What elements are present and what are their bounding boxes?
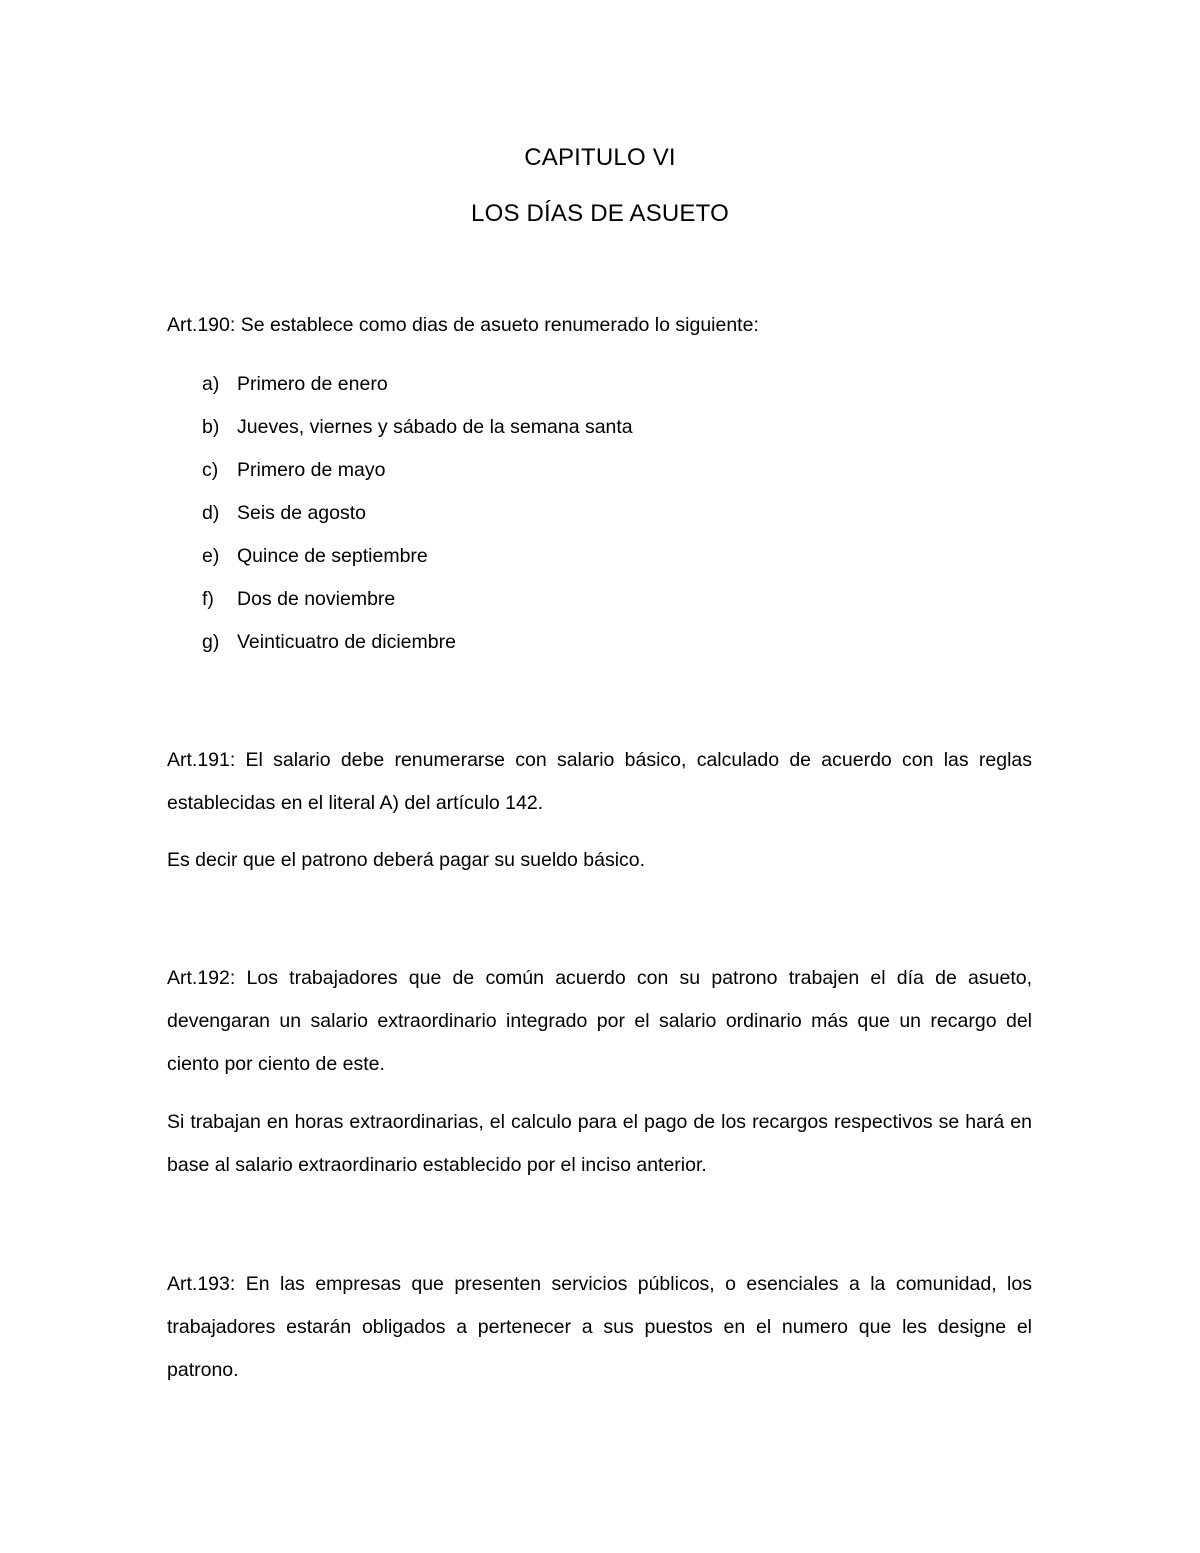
list-item [167,406,1032,449]
article-190-intro: Art.190: Se establece como dias de asueto renumerado lo siguiente: [167,314,759,336]
article-191-paragraph: Art.191: El salario debe renumerarse con salario básico, calculado de acuerdo con las reglas establecidas en el literal A) del artículo 142. [167,749,1032,814]
list-item [167,621,1032,664]
list-marker: f) [202,588,214,610]
list-item-text: Veinticuatro de diciembre [237,631,456,653]
list-marker: a) [202,373,220,395]
article-192-paragraph: Art.192: Los trabajadores que de común acuerdo con su patrono trabajen el día de asueto, devengaran un salario extraordinario integrado por el salario ordinario más que un recargo del ciento por ciento de este. [167,967,1032,1075]
list-marker: c) [202,459,219,481]
list-item-text: Seis de agosto [237,502,367,524]
list-item [167,578,1032,621]
list-item [167,363,1032,406]
list-item-text: Dos de noviembre [237,588,396,610]
holiday-list [167,363,1032,664]
list-item [167,535,1032,578]
list-item-text: Quince de septiembre [237,545,428,567]
list-item [167,449,1032,492]
chapter-title: LOS DÍAS DE ASUETO [471,200,729,227]
list-marker: d) [202,502,220,524]
list-item-text: Jueves, viernes y sábado de la semana santa [237,416,633,438]
list-item [167,492,1032,535]
list-marker: e) [202,545,220,567]
list-marker: b) [202,416,220,438]
article-191-note: Es decir que el patrono deberá pagar su sueldo básico. [167,849,646,871]
article-193-paragraph: Art.193: En las empresas que presenten servicios públicos, o esenciales a la comunidad, los trabajadores estarán obligados a pertenecer a sus puestos en el numero que les designe el patrono. [167,1273,1032,1381]
chapter-heading: CAPITULO VI [524,144,676,171]
article-192-note: Si trabajan en horas extraordinarias, el calculo para el pago de los recargos respectivos se hará en base al salario extraordinario establecido por el inciso anterior. [167,1111,1032,1176]
list-marker: g) [202,631,220,653]
list-item-text: Primero de enero [237,373,388,395]
list-item-text: Primero de mayo [237,459,386,481]
